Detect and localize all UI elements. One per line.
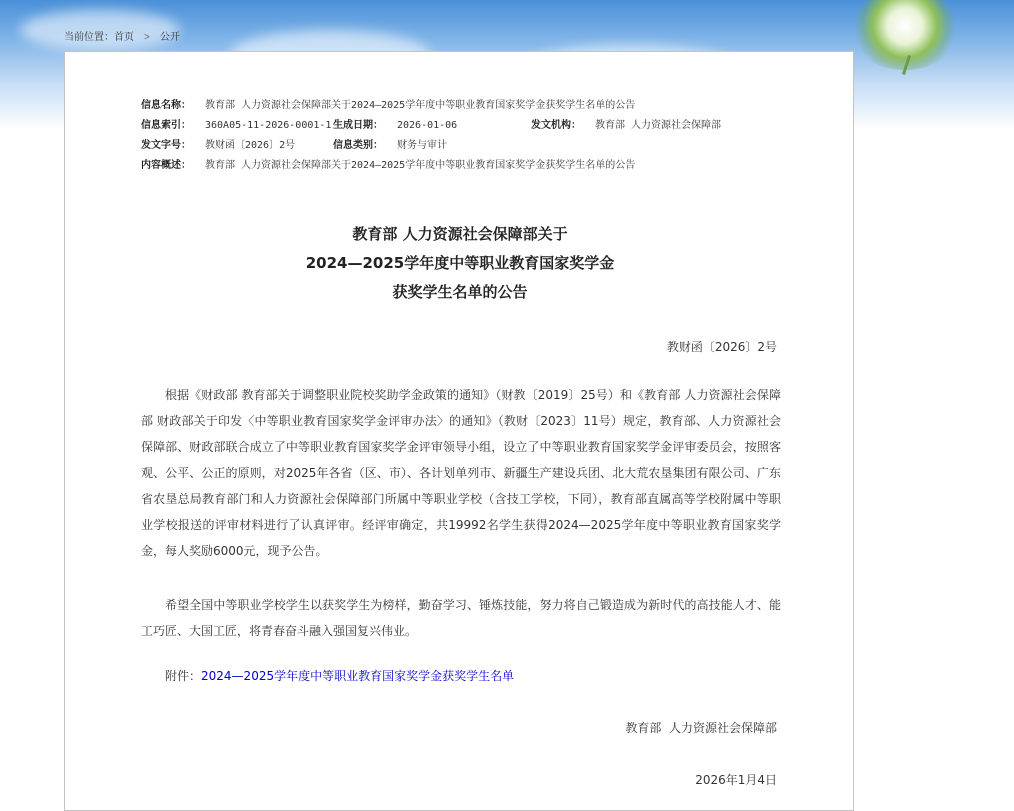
summary-label: 内容概述： bbox=[141, 160, 191, 171]
info-index-value: 360A05-11-2026-0001-1 bbox=[205, 120, 332, 131]
article-paragraph-1: 根据《财政部 教育部关于调整职业院校奖助学金政策的通知》（财教〔2019〕25号）和《教育部 人力资源社会保障部 财政部关于印发〈中等职业教育国家奖学金评审办法〉的通知》（教财〔2023〕11号）规定，教育部、人力资源社会保障部、财政部联合成立了中等职业教育国家奖学金评审领导小组，设立了中等职业教育国家奖学金评审委员会，按照客观、公平、公正的原则，对2025年各省（区、市）、各计划单列市、新疆生产建设兵团、北大荒农垦集团有限公司、广东省农垦总局教育部门和人力资源社会保障部门所属中等职业学校（含技工学校，下同），教育部直属高等学校附属中等职业学校报送的评审材料进行了认真评审。经评审确定，共19992名学生获得2024—2025学年度中等职业教育国家奖学金，每人奖励6000元，现予公告。 bbox=[141, 388, 781, 558]
dandelion-decoration bbox=[850, 0, 960, 70]
article-title bbox=[65, 220, 855, 307]
breadcrumb-home-link[interactable]: 首页 bbox=[114, 32, 134, 43]
category-value: 财务与审计 bbox=[397, 140, 447, 151]
summary-value: 教育部 人力资源社会保障部关于2024—2025学年度中等职业教育国家奖学金获奖学生名单的公告 bbox=[205, 160, 636, 171]
signature: 教育部 人力资源社会保障部 bbox=[625, 721, 777, 735]
attachment-link[interactable]: 2024—2025学年度中等职业教育国家奖学金获奖学生名单 bbox=[201, 669, 515, 683]
article-title-line2: 2024—2025学年度中等职业教育国家奖学金 bbox=[305, 254, 615, 272]
generate-date-value: 2026-01-06 bbox=[397, 120, 458, 131]
document-number: 教财函〔2026〕2号 bbox=[666, 340, 777, 354]
breadcrumb-separator: > bbox=[144, 32, 150, 43]
doc-no-value: 教财函〔2026〕2号 bbox=[205, 140, 296, 151]
sign-date: 2026年1月4日 bbox=[695, 773, 777, 787]
attachment-label: 附件： bbox=[165, 669, 202, 683]
generate-date-label: 生成日期： bbox=[333, 120, 383, 131]
info-index-label: 信息索引： bbox=[141, 120, 191, 131]
issuer-label: 发文机构： bbox=[531, 120, 581, 131]
doc-no-label: 发文字号： bbox=[141, 140, 191, 151]
info-name-label: 信息名称： bbox=[141, 100, 191, 111]
breadcrumb-prefix: 当前位置： bbox=[64, 32, 114, 43]
category-label: 信息类别： bbox=[333, 140, 383, 151]
article-title-line3: 获奖学生名单的公告 bbox=[392, 283, 528, 301]
info-name-value: 教育部 人力资源社会保障部关于2024—2025学年度中等职业教育国家奖学金获奖学生名单的公告 bbox=[205, 100, 636, 111]
breadcrumb bbox=[64, 28, 180, 43]
attachment-line bbox=[165, 667, 514, 684]
breadcrumb-current-link[interactable]: 公开 bbox=[159, 32, 180, 43]
article-title-line1: 教育部 人力资源社会保障部关于 bbox=[352, 225, 568, 243]
issuer-value: 教育部 人力资源社会保障部 bbox=[595, 120, 722, 131]
article-paragraph-2: 希望全国中等职业学校学生以获奖学生为榜样，勤奋学习、锤炼技能，努力将自己锻造成为新时代的高技能人才、能工巧匠、大国工匠，将青春奋斗融入强国复兴伟业。 bbox=[141, 598, 781, 638]
content-panel bbox=[64, 51, 854, 811]
